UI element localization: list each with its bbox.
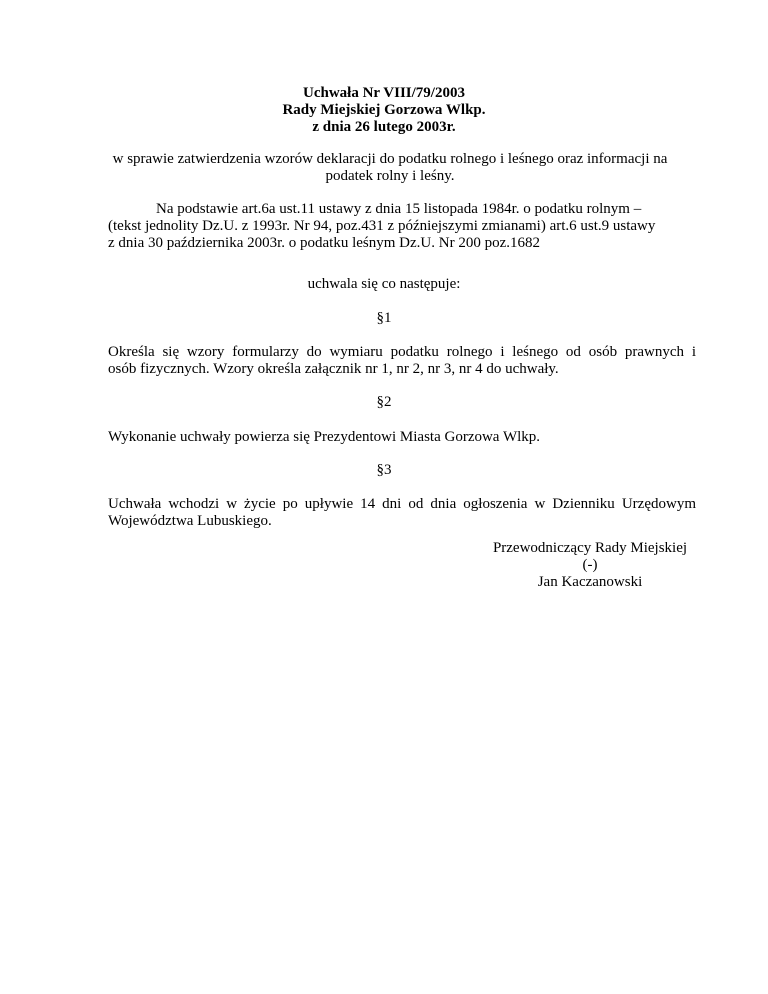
section-1-line-1: Określa się wzory formularzy do wymiaru podatku rolnego i leśnego od osób prawnych i (108, 344, 696, 360)
resolution-subject (90, 151, 690, 185)
resolves-statement: uchwala się co następuje: (307, 276, 461, 292)
resolution-number: Uchwała Nr VIII/79/2003 (303, 85, 465, 101)
section-2-text (108, 429, 696, 446)
resolution-header (0, 85, 768, 136)
legal-basis-line-3: z dnia 30 października 2003r. o podatku leśnym Dz.U. Nr 200 poz.1682 (108, 235, 540, 251)
subject-line-2: podatek rolny i leśny. (325, 168, 455, 184)
issuing-council: Rady Miejskiej Gorzowa Wlkp. (282, 102, 486, 118)
signatory-name: Jan Kaczanowski (537, 574, 643, 590)
section-3-line-1: Uchwała wchodzi w życie po upływie 14 dni od dnia ogłoszenia w Dzienniku Urzędowym (108, 496, 696, 512)
legal-basis-line-1: Na podstawie art.6a ust.11 ustawy z dnia 15 listopada 1984r. o podatku rolnym – (156, 201, 642, 217)
section-mark-1: §1 (376, 310, 392, 326)
section-1-line-2: osób fizycznych. Wzory określa załącznik nr 1, nr 2, nr 3, nr 4 do uchwały. (108, 361, 559, 377)
section-mark-3: §3 (376, 462, 392, 478)
section-2-line-1: Wykonanie uchwały powierza się Prezydentowi Miasta Gorzowa Wlkp. (108, 429, 541, 445)
subject-line-1: w sprawie zatwierdzenia wzorów deklaracji do podatku rolnego i leśnego oraz informacji na (112, 151, 668, 167)
section-mark-2: §2 (376, 394, 392, 410)
resolution-date: z dnia 26 lutego 2003r. (312, 119, 456, 135)
signature-mark: (-) (582, 557, 598, 573)
section-1-text (108, 344, 696, 378)
section-3-line-2: Województwa Lubuskiego. (108, 513, 272, 529)
legal-basis-line-2: (tekst jednolity Dz.U. z 1993r. Nr 94, poz.431 z późniejszymi zmianami) art.6 ust.9 ustawy (108, 218, 656, 234)
signatory-title: Przewodniczący Rady Miejskiej (492, 540, 688, 556)
legal-basis (108, 201, 708, 252)
section-3-text (108, 496, 696, 530)
signature-block (470, 540, 710, 591)
